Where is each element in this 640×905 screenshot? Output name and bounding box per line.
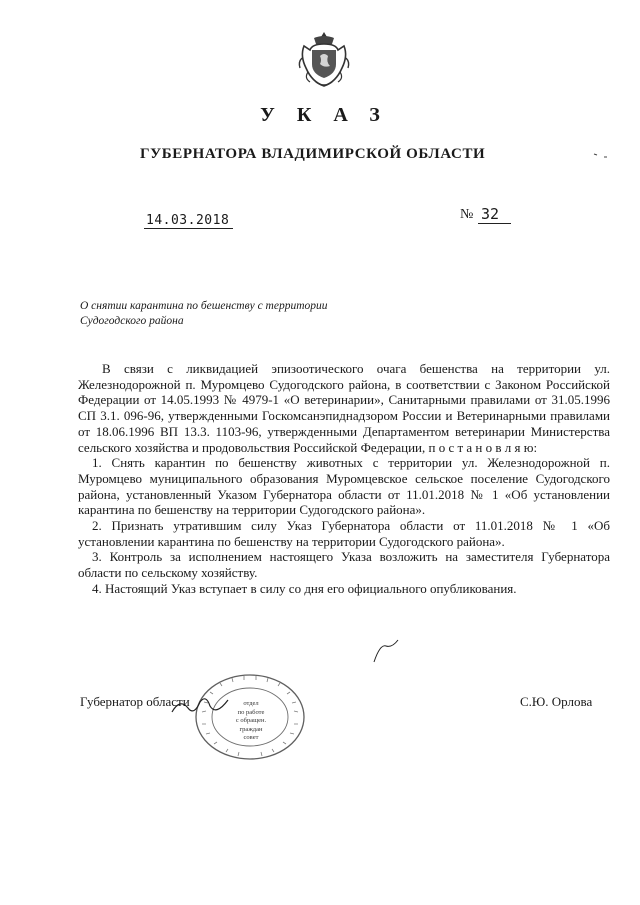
document-date: 14.03.2018 — [144, 213, 233, 229]
caption-line: Судогодского района — [80, 315, 184, 327]
document-caption — [80, 299, 400, 329]
document-number-label: № — [460, 207, 474, 222]
document-subtitle: ГУБЕРНАТОРА ВЛАДИМИРСКОЙ ОБЛАСТИ — [140, 146, 486, 162]
document-title: УКАЗ — [260, 104, 402, 126]
document-number: 32 — [478, 205, 511, 224]
document-body — [78, 361, 610, 597]
decree-item: 1. Снять карантин по бешенству животных с территории ул. Железнодорожной п. Муромцево муниципального образования Муромцевское сельское поселение Судогодского района, установленный Указом Губернатора области от 11.01.2018 № 1 «Об установлении карантина по бешенству на территории Судогодского района». — [78, 455, 610, 518]
decree-item: 3. Контроль за исполнением настоящего Указа возложить на заместителя Губернатора области по сельскому хозяйству. — [78, 549, 610, 581]
signature-position: Губернатор области — [80, 694, 190, 709]
decree-item: 2. Признать утратившим силу Указ Губернатора области от 11.01.2018 № 1 «Об установлении карантина по бешенству на территории Судогодского района». — [78, 518, 610, 549]
preamble-paragraph: В связи с ликвидацией эпизоотического очага бешенства на территории ул. Железнодорожной п. Муромцево Судогодского района, в соответствии с Законом Российской Федерации от 14.05.1993 № 4979-1 «О ветеринарии», Санитарными правилами от 31.05.1996 СП 3.1. 096-96, утвержденными Госкомсанэпиднадзором России и Ветеринарными правилами от 18.06.1996 ВП 13.3. 1103-96, утвержденными Департаментом ветеринарии Министерства сельского хозяйства и продовольствия Российской Федерации, п о с т а н о в л я ю: — [78, 361, 610, 455]
signature-name: С.Ю. Орлова — [520, 694, 593, 709]
coat-of-arms-icon — [296, 28, 352, 90]
speck-mark — [592, 148, 612, 162]
caption-line: О снятии карантина по бешенству с территории — [80, 300, 328, 312]
stamp-inner-text: отдел по работе с обращен. граждан совет — [235, 700, 267, 741]
decree-item: 4. Настоящий Указ вступает в силу со дня его официального опубликования. — [92, 580, 517, 596]
signature-mark — [372, 638, 400, 664]
